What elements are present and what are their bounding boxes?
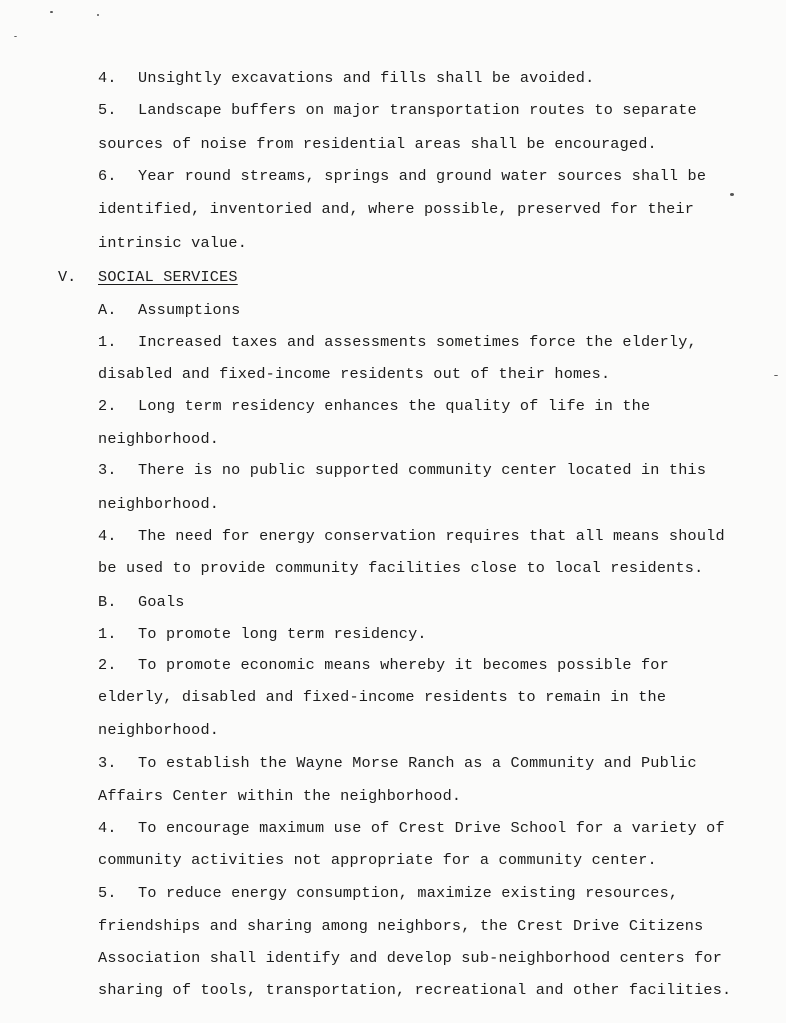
list-item <box>98 818 725 838</box>
list-item-continuation <box>98 720 219 740</box>
list-item <box>98 68 594 88</box>
scan-speck <box>774 375 778 376</box>
item-number: 2. <box>98 656 117 674</box>
item-number: 4. <box>98 819 117 837</box>
item-number: 1. <box>98 333 117 351</box>
item-text: neighborhood. <box>98 495 220 513</box>
item-text: sharing of tools, transportation, recreational and other facilities. <box>98 981 732 999</box>
scan-speck <box>730 193 734 196</box>
list-item <box>98 166 706 186</box>
list-item-continuation <box>98 233 247 253</box>
list-item-continuation <box>98 916 703 936</box>
subsection-letter: B. <box>98 593 117 611</box>
scan-speck <box>97 14 99 16</box>
subsection-title: Assumptions <box>138 301 241 319</box>
item-text: sources of noise from residential areas shall be encouraged. <box>98 135 657 153</box>
item-text: identified, inventoried and, where possible, preserved for their <box>98 200 695 218</box>
item-number: 2. <box>98 397 117 415</box>
item-text: friendships and sharing among neighbors, the Crest Drive Citizens <box>98 917 704 935</box>
item-text: To promote economic means whereby it becomes possible for <box>138 656 669 674</box>
subsection-letter: A. <box>98 301 117 319</box>
list-item-continuation <box>98 199 694 219</box>
list-item-continuation <box>98 980 731 1000</box>
list-item-continuation <box>98 558 703 578</box>
list-item-continuation <box>98 786 461 806</box>
item-number: 4. <box>98 69 117 87</box>
item-text: Affairs Center within the neighborhood. <box>98 787 462 805</box>
item-text: Year round streams, springs and ground water sources shall be <box>138 167 707 185</box>
item-number: 3. <box>98 754 117 772</box>
item-number: 4. <box>98 527 117 545</box>
list-item <box>98 655 669 675</box>
list-item <box>98 883 678 903</box>
item-text: To encourage maximum use of Crest Drive School for a variety of <box>138 819 725 837</box>
item-number: 5. <box>98 884 117 902</box>
scan-speck <box>50 11 53 13</box>
item-number: 1. <box>98 625 117 643</box>
subsection-heading <box>98 300 240 320</box>
item-text: Landscape buffers on major transportation routes to separate <box>138 101 697 119</box>
item-text: intrinsic value. <box>98 234 248 252</box>
subsection-title: Goals <box>138 593 185 611</box>
item-text: There is no public supported community center located in this <box>138 461 707 479</box>
item-text: be used to provide community facilities close to local residents. <box>98 559 704 577</box>
list-item-continuation <box>98 134 657 154</box>
item-text: To establish the Wayne Morse Ranch as a Community and Public <box>138 754 697 772</box>
list-item <box>98 526 725 546</box>
item-text: neighborhood. <box>98 430 220 448</box>
item-number: 6. <box>98 167 117 185</box>
list-item <box>98 460 706 480</box>
list-item-continuation <box>98 687 666 707</box>
item-text: To reduce energy consumption, maximize existing resources, <box>138 884 679 902</box>
scan-speck <box>14 36 17 37</box>
section-title: SOCIAL SERVICES <box>98 268 238 286</box>
list-item <box>98 396 650 416</box>
subsection-heading <box>98 592 185 612</box>
item-text: elderly, disabled and fixed-income residents to remain in the <box>98 688 667 706</box>
list-item <box>98 100 697 120</box>
item-text: community activities not appropriate for a community center. <box>98 851 657 869</box>
item-text: Unsightly excavations and fills shall be avoided. <box>138 69 595 87</box>
list-item-continuation <box>98 948 722 968</box>
section-numeral: V. <box>58 268 77 286</box>
item-number: 3. <box>98 461 117 479</box>
item-text: disabled and fixed-income residents out of their homes. <box>98 365 611 383</box>
list-item-continuation <box>98 364 610 384</box>
list-item <box>98 753 697 773</box>
item-number: 5. <box>98 101 117 119</box>
list-item <box>98 332 697 352</box>
item-text: neighborhood. <box>98 721 220 739</box>
item-text: Association shall identify and develop sub-neighborhood centers for <box>98 949 723 967</box>
item-text: Long term residency enhances the quality of life in the <box>138 397 651 415</box>
item-text: To promote long term residency. <box>138 625 427 643</box>
list-item <box>98 624 427 644</box>
item-text: Increased taxes and assessments sometimes force the elderly, <box>138 333 697 351</box>
list-item-continuation <box>98 494 219 514</box>
item-text: The need for energy conservation requires that all means should <box>138 527 725 545</box>
list-item-continuation <box>98 429 219 449</box>
list-item-continuation <box>98 850 657 870</box>
